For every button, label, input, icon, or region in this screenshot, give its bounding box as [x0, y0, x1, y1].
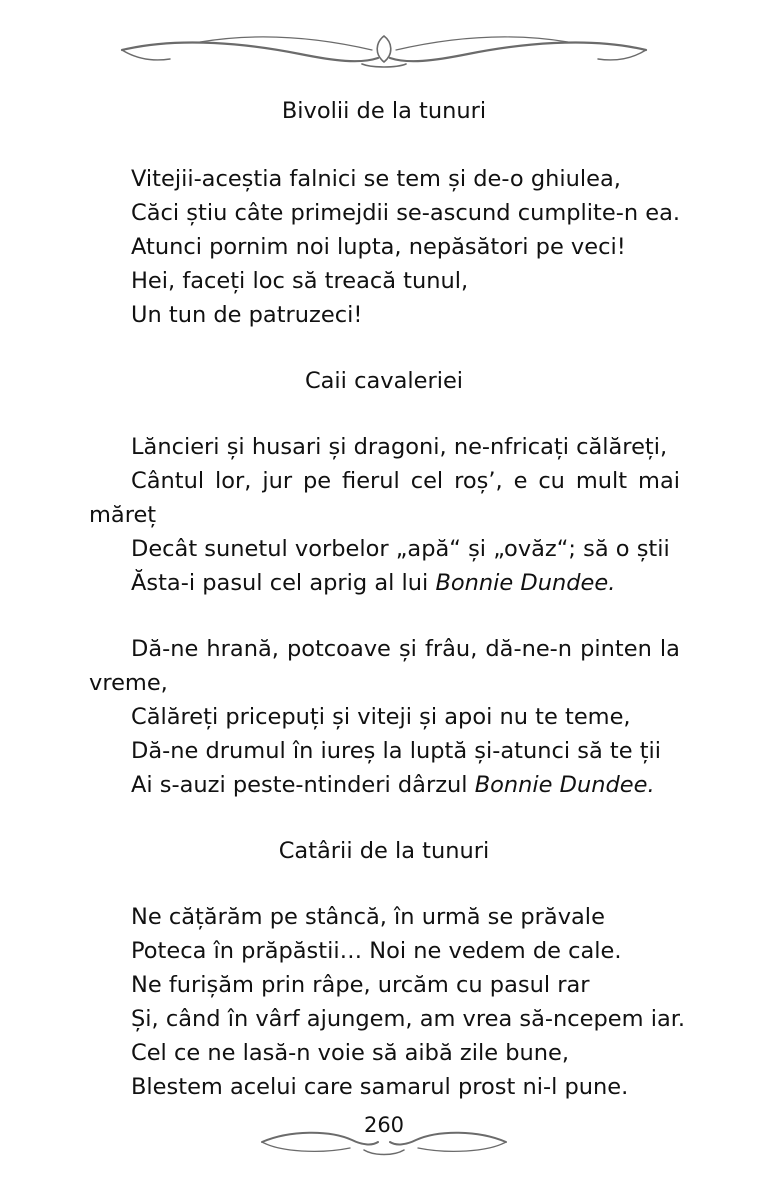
word: cel	[410, 468, 444, 494]
poem-line: Atunci pornim noi lupta, nepăsători pe veci!	[131, 234, 626, 260]
poem-line: Hei, faceți loc să treacă tunul,	[131, 268, 469, 294]
poem-line	[131, 768, 655, 802]
poem-line-justified	[131, 632, 680, 666]
word: e	[513, 468, 528, 494]
word: dă-ne-n	[485, 636, 573, 662]
word: fierul	[342, 468, 400, 494]
poem-line-justified	[131, 464, 680, 498]
line-text: Ăsta-i pasul cel aprig al lui	[131, 570, 436, 596]
italic-name: Bonnie Dundee.	[435, 570, 616, 596]
poem-line: Decât sunetul vorbelor „apă“ și „ovăz“; să o știi	[131, 536, 670, 562]
poem-line: Și, când în vârf ajungem, am vrea să-ncepem iar.	[131, 1006, 686, 1032]
word: pinten	[580, 636, 652, 662]
section-title-caii: Caii cavaleriei	[304, 368, 464, 394]
page-number: 260	[363, 1113, 405, 1137]
word: și	[398, 636, 417, 662]
word: potcoave	[286, 636, 391, 662]
poem-line: Poteca în prăpăstii… Noi ne vedem de cale.	[131, 938, 622, 964]
word: Dă-ne	[131, 636, 199, 662]
line-text: Ai s-auzi peste-ntinderi dârzul	[131, 772, 475, 798]
poem-line-wrap: vreme,	[89, 670, 168, 696]
poem-line: Cel ce ne lasă-n voie să aibă zile bune,	[131, 1040, 570, 1066]
word: jur	[262, 468, 293, 494]
poem-line	[131, 566, 615, 600]
top-flourish-ornament	[0, 28, 768, 88]
word: mult	[575, 468, 628, 494]
word: roș’,	[454, 468, 503, 494]
word: cu	[538, 468, 565, 494]
italic-name: Bonnie Dundee.	[474, 772, 655, 798]
poem-line: Ne furișăm prin râpe, urcăm cu pasul rar	[131, 972, 590, 998]
poem-line: Călăreți pricepuți și viteji și apoi nu te teme,	[131, 704, 631, 730]
word: mai	[638, 468, 680, 494]
bottom-flourish-ornament	[0, 1118, 768, 1168]
poem-line: Blestem acelui care samarul prost ni-l pune.	[131, 1074, 629, 1100]
word: frâu,	[424, 636, 478, 662]
poem-line: Ne cățărăm pe stâncă, în urmă se prăvale	[131, 904, 605, 930]
word: Cântul	[131, 468, 205, 494]
poem-line: Lăncieri și husari și dragoni, ne-nfricați călăreți,	[131, 434, 668, 460]
word: pe	[303, 468, 332, 494]
poem-line: Un tun de patruzeci!	[131, 302, 363, 328]
word: la	[659, 636, 680, 662]
poem-line-wrap: măreț	[89, 502, 157, 528]
word: lor,	[215, 468, 252, 494]
section-title-bivolii: Bivolii de la tunuri	[281, 98, 487, 124]
section-title-catarii: Catârii de la tunuri	[278, 838, 490, 864]
poem-line: Dă-ne drumul în iureș la luptă și-atunci să te ții	[131, 738, 662, 764]
poem-line: Căci știu câte primejdii se-ascund cumplite-n ea.	[131, 200, 681, 226]
poem-line: Vitejii-aceștia falnici se tem și de-o ghiulea,	[131, 166, 621, 192]
word: hrană,	[206, 636, 279, 662]
